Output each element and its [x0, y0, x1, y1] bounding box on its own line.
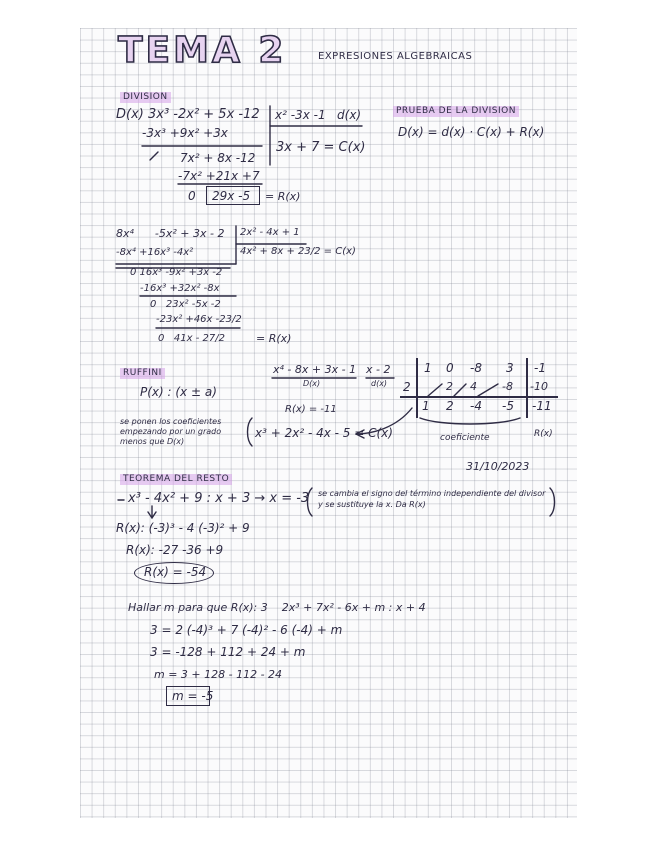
ruffini-row3-5: -11 — [532, 399, 552, 413]
date: 31/10/2023 — [466, 460, 530, 473]
prueba-formula: D(x) = d(x) · C(x) + R(x) — [398, 125, 545, 139]
ruffini-quotient-brace — [248, 418, 253, 446]
ruffini-row2-1: 2 — [446, 380, 453, 393]
ex1-slash — [150, 152, 158, 160]
ruffini-quotient: x³ + 2x² - 4x - 5 = C(x) — [255, 426, 393, 440]
ruffini-remainder-note: R(x) = -11 — [285, 404, 337, 415]
ruffini-arrow-1 — [428, 384, 442, 396]
hallar-step-2: 3 = -128 + 112 + 24 + m — [150, 645, 306, 659]
ruffini-row3-3: -4 — [470, 399, 482, 413]
hallar-step-1: 3 = 2 (-4)³ + 7 (-4)² - 6 (-4) + m — [150, 623, 343, 637]
hallar-title: Hallar m para que R(x): 3 2x³ + 7x² - 6x + m : x + 4 — [128, 601, 426, 614]
page-title: TEMA 2 — [118, 30, 287, 71]
ruffini-row2-4: -10 — [530, 380, 548, 393]
ruffini-row1-4: 3 — [506, 361, 514, 375]
ruffini-form: P(x) : (x ± a) — [140, 385, 217, 399]
ex2-subtract-1: -8x⁴ +16x³ -4x² — [116, 247, 194, 258]
ruffini-row2-3: -8 — [502, 380, 513, 393]
teorema-step-1: R(x): (-3)³ - 4 (-3)² + 9 — [116, 521, 250, 535]
ex1-subtract-1: -3x³ +9x² +3x — [142, 126, 228, 140]
hallar-step-3: m = 3 + 128 - 112 - 24 — [154, 668, 283, 681]
teorema-result: R(x) = -54 — [144, 565, 207, 579]
ruffini-heading: RUFFINI — [120, 368, 165, 379]
ruffini-row1-3: -8 — [470, 361, 482, 375]
ruffini-row3-4: -5 — [502, 399, 514, 413]
teorema-heading: TEOREMA DEL RESTO — [120, 474, 232, 485]
teorema-brace-left — [308, 488, 313, 516]
teorema-note: se cambia el signo del término independiente del divisor y se sustituye la x. Da R(x) — [318, 489, 546, 509]
page-subtitle: EXPRESIONES ALGEBRAICAS — [318, 51, 473, 62]
ruffini-row1-2: 0 — [446, 361, 454, 375]
coef-brace — [420, 418, 520, 424]
ruffini-divisor: x - 2 — [366, 363, 391, 376]
ex2-dividend: 8x⁴ -5x² + 3x - 2 — [116, 227, 225, 240]
ex2-row-3: 0 23x² -5x -2 — [150, 299, 221, 310]
ex2-remainder: 0 41x - 27/2 — [158, 333, 225, 344]
ex2-remainder-label: = R(x) — [256, 332, 292, 345]
ex1-remainder-label: = R(x) — [265, 190, 301, 203]
ex2-quotient: 4x² + 8x + 23/2 = C(x) — [240, 246, 356, 257]
teorema-problem: x³ - 4x² + 9 : x + 3 → x = -3 — [128, 491, 310, 506]
ruffini-r-label: R(x) — [534, 429, 553, 439]
ruffini-dividend: x⁴ - 8x + 3x - 1 — [273, 363, 357, 376]
ex1-dividend: D(x) 3x³ -2x² + 5x -12 — [116, 107, 260, 122]
ruffini-row1-5: -1 — [534, 361, 546, 375]
teorema-down-arrow — [148, 506, 156, 518]
ex2-divisor: 2x² - 4x + 1 — [240, 227, 300, 238]
ruffini-arrow-3 — [478, 384, 498, 396]
teorema-brace-right — [550, 488, 555, 516]
ex2-row-2: 0 16x³ -9x² +3x -2 — [130, 267, 223, 278]
ruffini-arrow-2 — [454, 384, 466, 396]
hallar-result: m = -5 — [172, 689, 214, 703]
ex1-divisor: x² -3x -1 d(x) — [275, 108, 362, 122]
ruffini-row3-1: 1 — [422, 399, 430, 413]
ruffini-note: se ponen los coeficientes empezando por un grado menos que D(x) — [120, 417, 222, 446]
ruffini-coef-label: coeficiente — [440, 433, 490, 443]
teorema-step-2: R(x): -27 -36 +9 — [126, 543, 224, 557]
ex1-subtract-2: -7x² +21x +7 — [178, 169, 260, 183]
ruffini-row1-1: 1 — [424, 361, 432, 375]
ex1-remainder: 29x -5 — [212, 189, 251, 203]
prueba-heading: PRUEBA DE LA DIVISION — [393, 106, 519, 117]
ex1-quotient: 3x + 7 = C(x) — [276, 140, 366, 155]
ruffini-multiplier: 2 — [403, 380, 411, 394]
ex1-zero: 0 — [188, 189, 196, 203]
ex2-subtract-2: -16x³ +32x² -8x — [140, 283, 220, 294]
ruffini-divisor-label: d(x) — [371, 379, 388, 388]
ex1-row-2: 7x² + 8x -12 — [180, 151, 256, 165]
ex2-subtract-3: -23x² +46x -23/2 — [156, 314, 242, 325]
division-heading: DIVISION — [120, 92, 171, 103]
ruffini-row3-2: 2 — [446, 399, 454, 413]
ruffini-row2-2: 4 — [470, 380, 477, 393]
ruffini-dividend-label: D(x) — [303, 379, 321, 388]
